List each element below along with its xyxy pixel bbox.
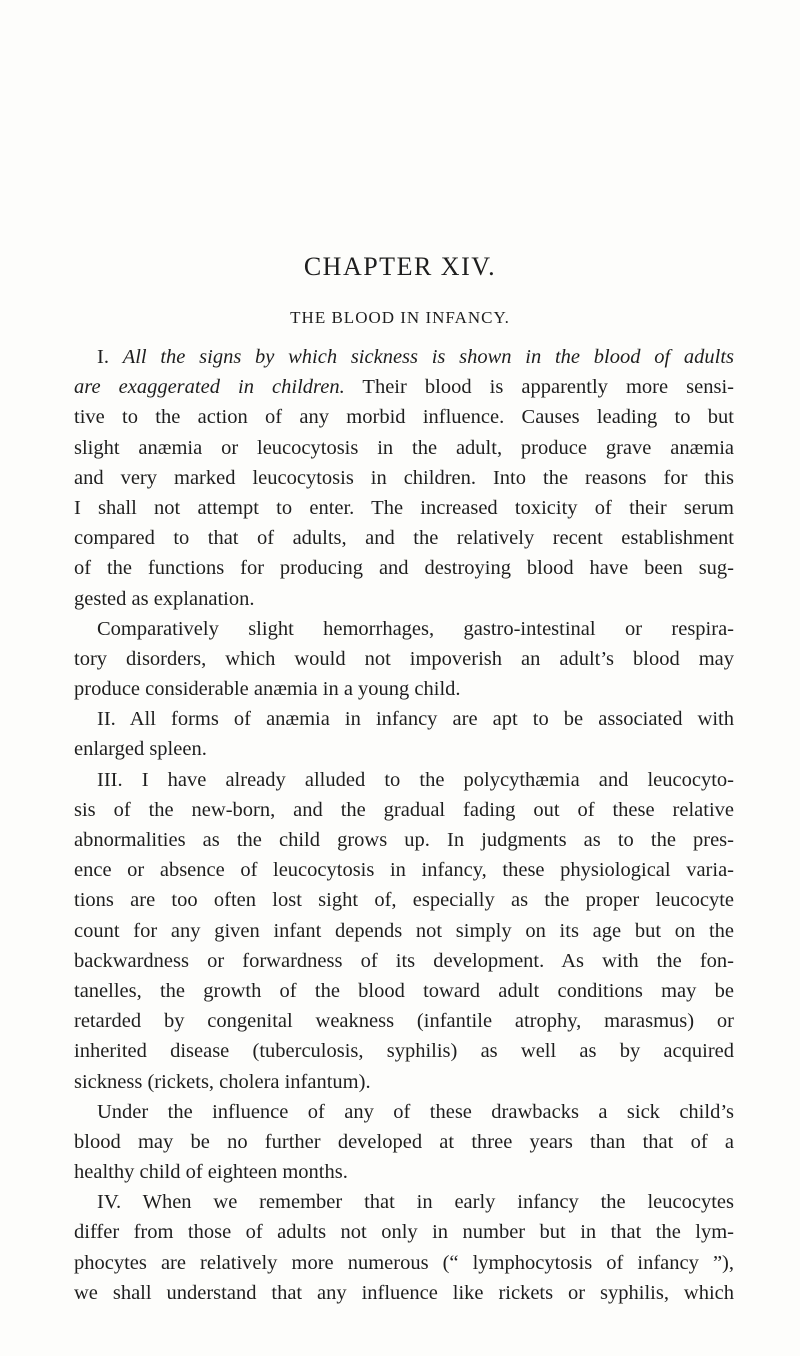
text-line: [74, 704, 734, 734]
text-line: [74, 825, 734, 855]
text-span: tory disorders, which would not impoverish an adult’s blood may: [74, 647, 734, 670]
text-span: and very marked leucocytosis in children. Into the reasons for this: [74, 466, 734, 489]
text-span: IV. When we remember that in early infancy the leucocytes: [97, 1191, 734, 1214]
text-line: [74, 614, 734, 644]
text-line: [74, 433, 734, 463]
text-span: Their blood is apparently more sensi-: [344, 376, 734, 399]
text-line: [74, 463, 734, 493]
text-span: II. All forms of anæmia in infancy are apt to be associated with: [97, 708, 734, 731]
text-line: [74, 916, 734, 946]
text-line: [74, 1067, 734, 1097]
text-span: we shall understand that any influence like rickets or syphilis, which: [74, 1281, 734, 1304]
chapter-heading: CHAPTER XIV.: [303, 252, 497, 281]
text-line: [74, 584, 734, 614]
text-span: sis of the new-born, and the gradual fading out of these relative: [74, 798, 734, 821]
text-span: ence or absence of leucocytosis in infancy, these physiological varia-: [74, 859, 734, 882]
text-span: tive to the action of any morbid influence. Causes leading to but: [74, 406, 734, 429]
text-span: count for any given infant depends not simply on its age but on the: [74, 919, 734, 942]
text-span: compared to that of adults, and the relatively recent establishment: [74, 527, 734, 550]
text-span: retarded by congenital weakness (infantile atrophy, marasmus) or: [74, 1010, 734, 1033]
text-span: differ from those of adults not only in number but in that the lym-: [74, 1221, 734, 1244]
text-line: [74, 855, 734, 885]
text-line: [74, 1127, 734, 1157]
section-title: THE BLOOD IN INFANCY.: [290, 308, 510, 327]
text-line: [74, 734, 734, 764]
text-span: of the functions for producing and destroying blood have been sug-: [74, 557, 734, 580]
text-line: [74, 342, 734, 372]
text-line: [74, 765, 734, 795]
text-span: produce considerable anæmia in a young child.: [74, 678, 461, 701]
text-line: [74, 1036, 734, 1066]
text-span: inherited disease (tuberculosis, syphilis) as well as by acquired: [74, 1040, 734, 1063]
text-line: [74, 976, 734, 1006]
text-span: I.: [97, 346, 123, 368]
text-span: III. I have already alluded to the polycythæmia and leucocyto-: [97, 768, 734, 791]
text-span: sickness (rickets, cholera infantum).: [74, 1070, 371, 1093]
text-line: [74, 1097, 734, 1127]
text-line: [74, 1217, 734, 1247]
text-span: gested as explanation.: [74, 587, 255, 610]
text-line: [74, 795, 734, 825]
text-line: [74, 946, 734, 976]
text-line: [74, 493, 734, 523]
text-line: [74, 1248, 734, 1278]
text-line: [74, 523, 734, 553]
text-span: tions are too often lost sight of, especially as the proper leucocyte: [74, 889, 734, 912]
text-line: [74, 1278, 734, 1308]
text-span: blood may be no further developed at three years than that of a: [74, 1130, 734, 1153]
text-line: [74, 1006, 734, 1036]
text-span: backwardness or forwardness of its development. As with the fon-: [74, 949, 734, 972]
text-line: [74, 1157, 734, 1187]
text-span: Comparatively slight hemorrhages, gastro-intestinal or respira-: [97, 617, 734, 640]
text-line: [74, 674, 734, 704]
text-span: enlarged spleen.: [74, 738, 207, 761]
text-span: phocytes are relatively more numerous (“ lymphocytosis of infancy ”),: [74, 1251, 734, 1274]
text-line: [74, 372, 734, 402]
text-span: abnormalities as the child grows up. In judgments as to the pres-: [74, 829, 734, 851]
italic-text: are exaggerated in children.: [74, 376, 345, 399]
text-line: [74, 885, 734, 915]
text-span: healthy child of eighteen months.: [74, 1161, 348, 1184]
text-span: slight anæmia or leucocytosis in the adult, produce grave anæmia: [74, 436, 734, 459]
text-line: [74, 402, 734, 432]
text-span: tanelles, the growth of the blood toward adult conditions may be: [74, 979, 734, 1002]
text-span: Under the influence of any of these drawbacks a sick child’s: [97, 1100, 734, 1123]
text-line: [74, 644, 734, 674]
text-line: [74, 553, 734, 583]
text-line: [74, 1187, 734, 1217]
text-span: I shall not attempt to enter. The increased toxicity of their serum: [74, 496, 734, 519]
italic-text: All the signs by which sickness is shown in the blood of adults: [122, 346, 734, 368]
body-text: [74, 342, 734, 1308]
